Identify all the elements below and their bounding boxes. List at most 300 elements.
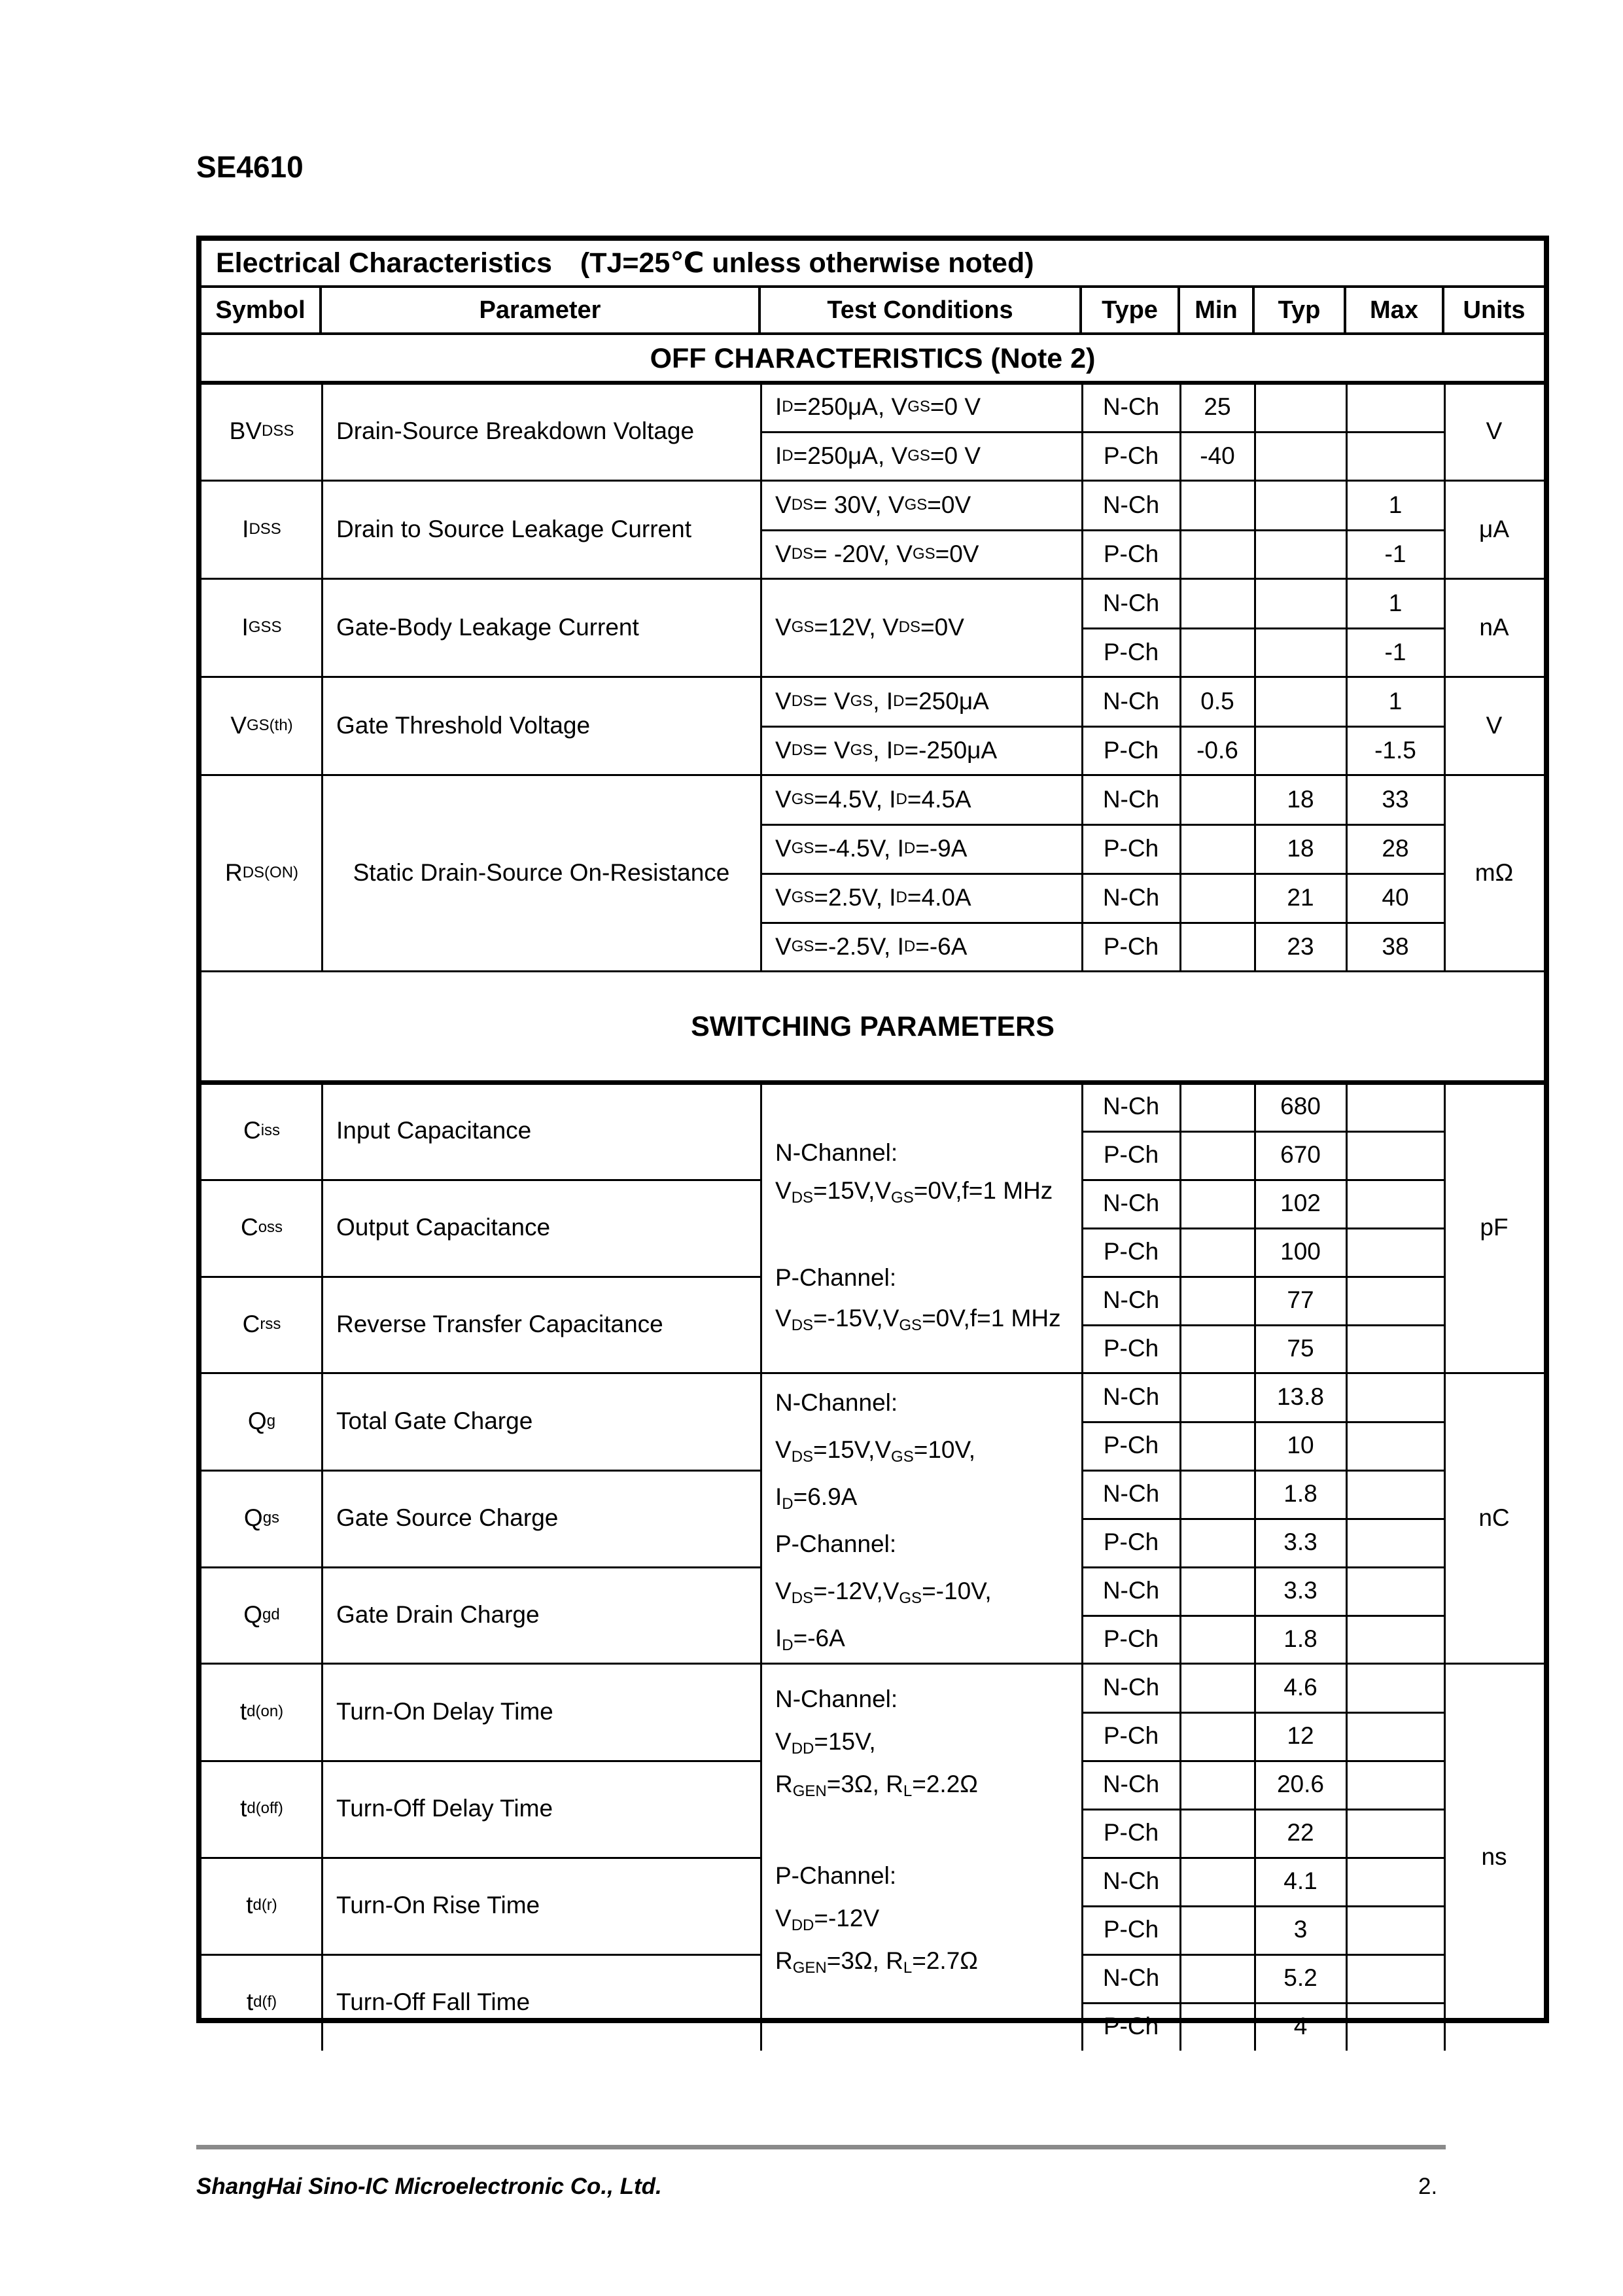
- column-divider: [1444, 1373, 1446, 1663]
- row-divider: [761, 431, 1444, 433]
- min-cell: [1180, 1809, 1255, 1857]
- min-cell: [1180, 1131, 1255, 1179]
- parameter-cell: Drain to Source Leakage Current: [336, 516, 691, 542]
- symbol-cell: C oss: [240, 1214, 283, 1241]
- type-cell: P-Ch: [1103, 442, 1159, 469]
- min-cell: [1180, 1373, 1255, 1421]
- column-divider: [321, 382, 323, 480]
- min-cell: [1180, 1324, 1255, 1373]
- typ-cell: 102: [1280, 1190, 1321, 1216]
- typ-cell: 4.1: [1283, 1867, 1318, 1894]
- max-cell: [1346, 1712, 1444, 1760]
- parameter-cell: Drain-Source Breakdown Voltage: [336, 417, 695, 444]
- column-divider: [1179, 775, 1181, 971]
- type-cell: N-Ch: [1102, 1674, 1160, 1701]
- type-cell: N-Ch: [1102, 1771, 1160, 1797]
- min-cell: [1180, 1082, 1255, 1131]
- typ-cell: 100: [1280, 1238, 1321, 1265]
- condition-line: $R_{GEN}=3\Omega$, $R_L=2.7\Omega$: [775, 1947, 978, 1977]
- symbol-cell: I DSS: [242, 516, 281, 542]
- column-divider: [1444, 578, 1446, 677]
- test-condition-cell: I D =250μA, V GS =0 V: [775, 393, 981, 420]
- type-cell: P-Ch: [1103, 1335, 1159, 1362]
- column-divider: [1444, 1663, 1446, 2051]
- parameter-cell: Total Gate Charge: [336, 1407, 533, 1434]
- column-divider: [1254, 1373, 1256, 1663]
- row-divider: [761, 726, 1444, 728]
- max-cell: [1346, 1857, 1444, 1905]
- test-condition-cell: V GS =-4.5V, I D =-9A: [775, 834, 968, 862]
- typ-cell: 20.6: [1276, 1771, 1324, 1797]
- column-divider: [1179, 1373, 1181, 1663]
- min-cell: [1180, 1276, 1255, 1324]
- type-cell: N-Ch: [1102, 1383, 1160, 1410]
- type-cell: N-Ch: [1102, 491, 1160, 518]
- test-condition-cell: V DS = V GS , I D =250μA: [775, 687, 989, 715]
- section-off-characteristics: OFF CHARACTERISTICS (Note 2): [650, 342, 1096, 374]
- symbol-cell: V GS(th): [230, 712, 293, 739]
- unit-cell: V: [1486, 417, 1503, 444]
- parameter-cell: Gate-Body Leakage Current: [336, 614, 639, 641]
- footer-page-number: 2.: [1418, 2174, 1438, 2199]
- type-cell: N-Ch: [1102, 1964, 1160, 1991]
- condition-line: $V_{DS}=-12V,V_{GS}=-10V$,: [775, 1578, 992, 1608]
- unit-cell: μA: [1479, 516, 1509, 542]
- row-divider: [1082, 1421, 1444, 1423]
- typ-cell: 18: [1287, 785, 1314, 813]
- max-cell: 1: [1388, 687, 1403, 715]
- column-divider: [1444, 677, 1446, 775]
- column-divider: [1081, 1373, 1083, 1663]
- column-divider: [1081, 382, 1083, 480]
- table-title: Electrical Characteristics (TJ=25℃ unless otherwise noted): [201, 241, 1544, 288]
- type-cell: P-Ch: [1103, 1625, 1159, 1652]
- row-divider: [201, 1760, 761, 1762]
- condition-line: $I_D=-6A$: [775, 1625, 845, 1655]
- condition-line: P-Channel:: [775, 1530, 897, 1558]
- column-divider: [760, 1663, 762, 2051]
- symbol-cell: R DS(ON): [224, 859, 299, 886]
- row-divider: [1082, 1566, 1444, 1568]
- column-divider: [1346, 677, 1348, 775]
- column-divider: [760, 578, 762, 677]
- row-divider: [201, 1566, 761, 1568]
- type-cell: P-Ch: [1103, 638, 1159, 665]
- type-cell: N-Ch: [1102, 1190, 1160, 1216]
- column-divider: [1179, 1663, 1181, 2051]
- condition-line: $V_{DS}=-15V,V_{GS}=0V,f=1$ MHz: [775, 1304, 1061, 1334]
- condition-line: $V_{DD}=15V$,: [775, 1727, 876, 1757]
- unit-cell: V: [1486, 712, 1503, 739]
- row-divider: [1082, 1954, 1444, 1956]
- type-cell: P-Ch: [1103, 1916, 1159, 1943]
- header-type: Type: [1082, 288, 1180, 332]
- column-divider: [1179, 1082, 1181, 1373]
- column-divider: [1346, 480, 1348, 578]
- typ-cell: 1.8: [1283, 1625, 1318, 1652]
- type-cell: P-Ch: [1103, 1722, 1159, 1749]
- row-divider: [1082, 2002, 1444, 2004]
- min-cell: [1180, 1179, 1255, 1227]
- column-divider: [760, 1373, 762, 1663]
- column-divider: [1179, 578, 1181, 677]
- condition-line: N-Channel:: [775, 1139, 898, 1166]
- parameter-cell: Reverse Transfer Capacitance: [336, 1311, 663, 1337]
- typ-cell: 3: [1293, 1916, 1308, 1943]
- symbol-cell: t d(off): [240, 1795, 283, 1822]
- max-cell: [1346, 1324, 1444, 1373]
- unit-cell: ns: [1481, 1843, 1507, 1870]
- max-cell: -1.5: [1374, 736, 1416, 764]
- test-condition-cell: V DS = V GS , I D =-250μA: [775, 736, 998, 764]
- column-divider: [760, 677, 762, 775]
- typ-cell: 77: [1287, 1286, 1314, 1313]
- row-divider: [201, 1179, 761, 1181]
- typ-cell: [1255, 480, 1346, 529]
- min-cell: [1180, 824, 1255, 873]
- typ-cell: [1255, 578, 1346, 627]
- type-cell: P-Ch: [1103, 1528, 1159, 1555]
- max-cell: [1346, 1276, 1444, 1324]
- test-condition-cell: [761, 1082, 1082, 1373]
- row-divider: [761, 824, 1444, 826]
- symbol-cell: Q gs: [243, 1504, 280, 1531]
- parameter-cell: Turn-Off Delay Time: [336, 1795, 553, 1822]
- min-cell: [1180, 1518, 1255, 1566]
- min-cell: [1180, 775, 1255, 824]
- symbol-cell: t d(f): [246, 1988, 277, 2015]
- typ-cell: [1255, 382, 1346, 431]
- column-divider: [1254, 382, 1256, 480]
- header-symbol: Symbol: [201, 288, 322, 332]
- typ-cell: 12: [1287, 1722, 1314, 1749]
- symbol-cell: C iss: [243, 1117, 281, 1144]
- footer-divider: [196, 2145, 1446, 2149]
- typ-cell: 3.3: [1283, 1528, 1318, 1555]
- min-cell: 0.5: [1200, 687, 1234, 715]
- type-cell: N-Ch: [1102, 393, 1160, 420]
- type-cell: P-Ch: [1103, 1432, 1159, 1458]
- row-divider: [1082, 1131, 1444, 1133]
- unit-cell: nC: [1478, 1504, 1510, 1531]
- parameter-cell: Turn-Off Fall Time: [336, 1988, 531, 2015]
- type-cell: N-Ch: [1102, 589, 1160, 616]
- electrical-characteristics-table: [196, 236, 1549, 2040]
- min-cell: [1180, 1566, 1255, 1615]
- max-cell: 38: [1382, 932, 1409, 960]
- column-divider: [760, 1082, 762, 1373]
- symbol-cell: t d(r): [246, 1892, 277, 1918]
- column-divider: [321, 1373, 323, 1663]
- typ-cell: 1.8: [1283, 1480, 1318, 1507]
- column-divider: [1254, 775, 1256, 971]
- type-cell: P-Ch: [1103, 1141, 1159, 1168]
- typ-cell: [1255, 529, 1346, 578]
- row-divider: [1082, 1905, 1444, 1907]
- row-divider: [1082, 1857, 1444, 1859]
- test-condition-cell: V DS = 30V, V GS =0V: [775, 491, 971, 518]
- type-cell: N-Ch: [1102, 1867, 1160, 1894]
- typ-cell: [1255, 677, 1346, 726]
- column-divider: [760, 775, 762, 971]
- typ-cell: 23: [1287, 932, 1314, 960]
- min-cell: [1180, 1905, 1255, 1954]
- typ-cell: 10: [1287, 1432, 1314, 1458]
- max-cell: [1346, 382, 1444, 431]
- column-divider: [1444, 480, 1446, 578]
- test-condition-cell: V GS =12V, V DS =0V: [775, 614, 964, 641]
- row-divider: [1082, 1712, 1444, 1714]
- max-cell: 33: [1382, 785, 1409, 813]
- column-divider: [1179, 382, 1181, 480]
- type-cell: N-Ch: [1102, 1093, 1160, 1120]
- min-cell: [1180, 1470, 1255, 1518]
- row-divider: [201, 1954, 761, 1956]
- max-cell: 28: [1382, 834, 1409, 862]
- symbol-cell: BV DSS: [229, 417, 294, 444]
- column-divider: [1081, 578, 1083, 677]
- max-cell: -1: [1384, 638, 1406, 665]
- parameter-cell: Output Capacitance: [336, 1214, 551, 1241]
- column-divider: [321, 578, 323, 677]
- column-divider: [1081, 775, 1083, 971]
- min-cell: [1180, 1712, 1255, 1760]
- typ-cell: [1255, 726, 1346, 775]
- max-cell: [1346, 1470, 1444, 1518]
- row-divider: [761, 873, 1444, 875]
- min-cell: -0.6: [1196, 736, 1238, 764]
- max-cell: [1346, 2002, 1444, 2051]
- typ-cell: 4.6: [1283, 1674, 1318, 1701]
- column-divider: [1254, 1663, 1256, 2051]
- column-divider: [321, 677, 323, 775]
- row-divider: [201, 1857, 761, 1859]
- column-divider: [1179, 480, 1181, 578]
- symbol-cell: C rss: [242, 1311, 281, 1337]
- type-cell: P-Ch: [1103, 1238, 1159, 1265]
- min-cell: [1180, 922, 1255, 971]
- max-cell: [1346, 1082, 1444, 1131]
- column-divider: [1081, 1082, 1083, 1373]
- max-cell: [1346, 1518, 1444, 1566]
- type-cell: N-Ch: [1102, 687, 1160, 715]
- part-number-title: SE4610: [196, 150, 304, 184]
- column-divider: [1254, 480, 1256, 578]
- symbol-cell: t d(on): [239, 1698, 284, 1725]
- header-max: Max: [1346, 288, 1444, 332]
- column-divider: [1346, 382, 1348, 480]
- max-cell: [1346, 431, 1444, 480]
- symbol-cell: Q g: [247, 1407, 276, 1434]
- row-divider: [1082, 1809, 1444, 1810]
- parameter-cell: Gate Threshold Voltage: [336, 712, 591, 739]
- column-divider: [321, 775, 323, 971]
- header-min: Min: [1180, 288, 1255, 332]
- min-cell: [1180, 1954, 1255, 2002]
- header-typ: Typ: [1255, 288, 1346, 332]
- max-cell: [1346, 1809, 1444, 1857]
- column-divider: [321, 480, 323, 578]
- type-cell: P-Ch: [1103, 736, 1159, 764]
- typ-cell: 680: [1280, 1093, 1321, 1120]
- column-divider: [1346, 1663, 1348, 2051]
- type-cell: N-Ch: [1102, 1286, 1160, 1313]
- column-divider: [1254, 677, 1256, 775]
- type-cell: N-Ch: [1102, 1577, 1160, 1604]
- unit-cell: nA: [1479, 614, 1509, 641]
- header-units: Units: [1463, 296, 1526, 324]
- max-cell: [1346, 1760, 1444, 1809]
- min-cell: [1180, 529, 1255, 578]
- min-cell: [1180, 873, 1255, 922]
- test-condition-cell: V DS = -20V, V GS =0V: [775, 540, 979, 567]
- typ-cell: 5.2: [1283, 1964, 1318, 1991]
- type-cell: N-Ch: [1102, 1480, 1160, 1507]
- max-cell: 1: [1388, 491, 1403, 518]
- parameter-cell: Static Drain-Source On-Resistance: [353, 859, 730, 886]
- test-condition-cell: [761, 1663, 1082, 2051]
- parameter-cell: Input Capacitance: [336, 1117, 532, 1144]
- max-cell: [1346, 1373, 1444, 1421]
- header-parameter: Parameter: [322, 288, 761, 332]
- unit-cell: mΩ: [1475, 859, 1514, 886]
- max-cell: [1346, 1421, 1444, 1470]
- min-cell: -40: [1200, 442, 1235, 469]
- max-cell: [1346, 1954, 1444, 2002]
- row-divider: [1082, 1760, 1444, 1762]
- typ-cell: [1255, 431, 1346, 480]
- max-cell: [1346, 1131, 1444, 1179]
- column-divider: [1346, 1373, 1348, 1663]
- row-divider: [1082, 627, 1444, 629]
- parameter-cell: Turn-On Rise Time: [336, 1892, 540, 1918]
- section-switching-parameters: SWITCHING PARAMETERS: [691, 1010, 1055, 1042]
- min-cell: [1180, 1227, 1255, 1276]
- min-cell: [1180, 1857, 1255, 1905]
- column-divider: [760, 480, 762, 578]
- row-divider: [1082, 1276, 1444, 1278]
- row-divider: [761, 529, 1444, 531]
- typ-cell: 18: [1287, 834, 1314, 862]
- symbol-cell: Q gd: [243, 1601, 280, 1628]
- typ-cell: 75: [1287, 1335, 1314, 1362]
- condition-line: N-Channel:: [775, 1685, 898, 1712]
- column-divider: [1081, 1663, 1083, 2051]
- footer-company: ShangHai Sino-IC Microelectronic Co., Ltd.: [196, 2174, 662, 2199]
- typ-cell: 13.8: [1276, 1383, 1324, 1410]
- row-divider: [201, 1276, 761, 1278]
- typ-cell: 670: [1280, 1141, 1321, 1168]
- column-divider: [1254, 1082, 1256, 1373]
- row-divider: [1082, 1227, 1444, 1229]
- column-divider: [760, 382, 762, 480]
- condition-line: $R_{GEN}=3\Omega$, $R_L=2.2\Omega$: [775, 1770, 978, 1800]
- parameter-cell: Gate Drain Charge: [336, 1601, 540, 1628]
- max-cell: 1: [1388, 589, 1403, 616]
- typ-cell: 4: [1293, 2013, 1308, 2040]
- max-cell: [1346, 1615, 1444, 1663]
- type-cell: N-Ch: [1102, 785, 1160, 813]
- row-divider: [1082, 1518, 1444, 1520]
- max-cell: [1346, 1566, 1444, 1615]
- max-cell: -1: [1384, 540, 1406, 567]
- test-condition-cell: V GS =2.5V, I D =4.0A: [775, 883, 971, 911]
- typ-cell: 3.3: [1283, 1577, 1318, 1604]
- min-cell: [1180, 2002, 1255, 2051]
- header-test-conditions: Test Conditions: [761, 288, 1082, 332]
- column-divider: [1346, 775, 1348, 971]
- max-cell: [1346, 1663, 1444, 1712]
- typ-cell: [1255, 627, 1346, 677]
- table-header-row: [201, 288, 1544, 335]
- max-cell: [1346, 1227, 1444, 1276]
- row-divider: [1082, 1179, 1444, 1181]
- type-cell: P-Ch: [1103, 1819, 1159, 1846]
- row-divider: [201, 1470, 761, 1472]
- column-divider: [1081, 480, 1083, 578]
- type-cell: N-Ch: [1102, 883, 1160, 911]
- condition-line: $V_{DD}=-12V$: [775, 1905, 880, 1934]
- column-divider: [321, 1082, 323, 1373]
- column-divider: [1254, 578, 1256, 677]
- min-cell: [1180, 1663, 1255, 1712]
- column-divider: [1444, 1082, 1446, 1373]
- type-cell: P-Ch: [1103, 540, 1159, 567]
- unit-cell: pF: [1480, 1214, 1509, 1241]
- max-cell: 40: [1382, 883, 1409, 911]
- condition-line: P-Channel:: [775, 1862, 897, 1889]
- column-divider: [1081, 677, 1083, 775]
- min-cell: [1180, 627, 1255, 677]
- parameter-cell: Turn-On Delay Time: [336, 1698, 553, 1725]
- type-cell: P-Ch: [1103, 834, 1159, 862]
- condition-line: $V_{DS}=15V,V_{GS}=10V$,: [775, 1436, 976, 1466]
- max-cell: [1346, 1905, 1444, 1954]
- min-cell: [1180, 1421, 1255, 1470]
- row-divider: [1082, 1615, 1444, 1617]
- min-cell: 25: [1204, 393, 1231, 420]
- test-condition-cell: I D =250μA, V GS =0 V: [775, 442, 981, 469]
- column-divider: [1444, 382, 1446, 480]
- condition-line: $V_{DS}=15V,V_{GS}=0V,f=1$ MHz: [775, 1176, 1053, 1207]
- parameter-cell: Gate Source Charge: [336, 1504, 559, 1531]
- condition-line: $I_D=6.9A$: [775, 1483, 858, 1513]
- column-divider: [1346, 1082, 1348, 1373]
- min-cell: [1180, 480, 1255, 529]
- column-divider: [1444, 775, 1446, 971]
- max-cell: [1346, 1179, 1444, 1227]
- row-divider: [1082, 1470, 1444, 1472]
- column-divider: [321, 1663, 323, 2051]
- column-divider: [1179, 677, 1181, 775]
- row-divider: [1082, 1324, 1444, 1326]
- test-condition-cell: [761, 1373, 1082, 1663]
- condition-line: P-Channel:: [775, 1263, 897, 1291]
- condition-line: N-Channel:: [775, 1388, 898, 1416]
- test-condition-cell: V GS =-2.5V, I D =-6A: [775, 932, 968, 960]
- type-cell: P-Ch: [1103, 932, 1159, 960]
- type-cell: P-Ch: [1103, 2013, 1159, 2040]
- min-cell: [1180, 1760, 1255, 1809]
- test-condition-cell: V GS =4.5V, I D =4.5A: [775, 785, 971, 813]
- typ-cell: 22: [1287, 1819, 1314, 1846]
- min-cell: [1180, 578, 1255, 627]
- symbol-cell: I GSS: [241, 614, 282, 641]
- typ-cell: 21: [1287, 883, 1314, 911]
- min-cell: [1180, 1615, 1255, 1663]
- column-divider: [1346, 578, 1348, 677]
- row-divider: [761, 922, 1444, 924]
